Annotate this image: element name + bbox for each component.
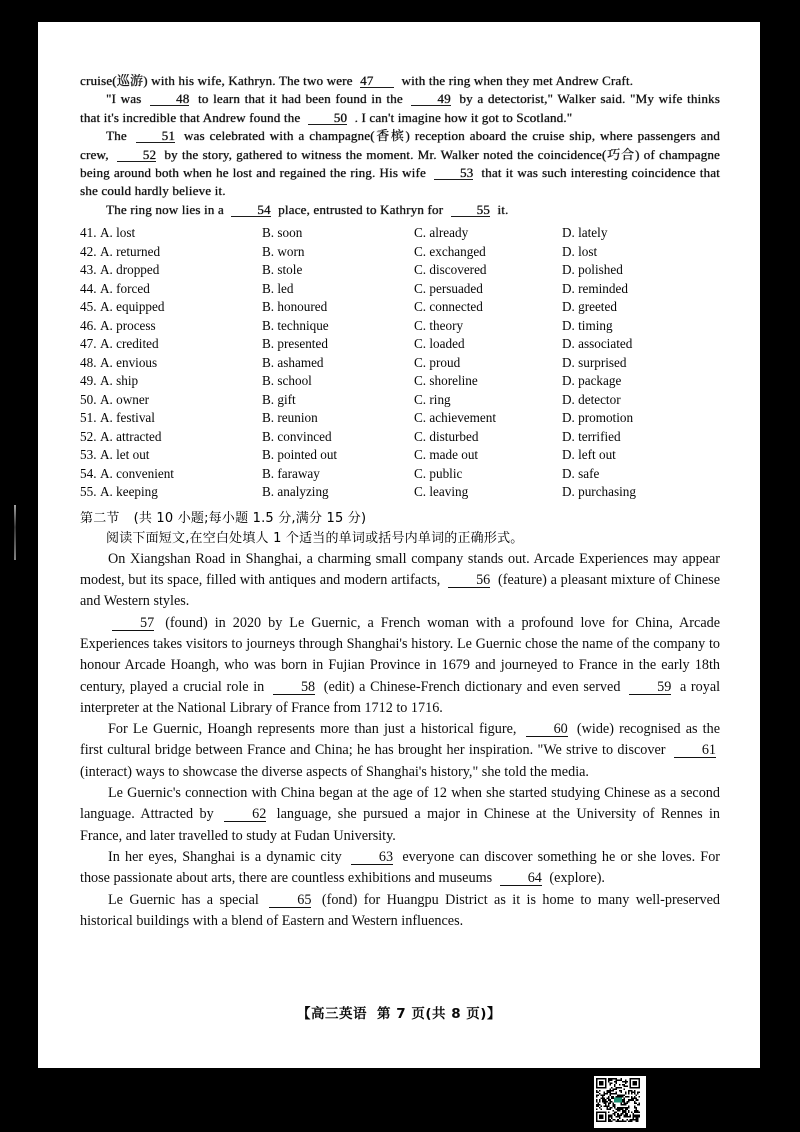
passage-text: For Le Guernic, Hoangh represents more than just a historical figure, [108, 721, 517, 738]
option-number: 52. [80, 428, 97, 444]
cloze-text: with the ring when they met Andrew Craft. [401, 73, 634, 88]
option-b[interactable]: B. soon [262, 225, 303, 241]
blank-52: 52 [117, 148, 156, 162]
cloze-paragraph-3 [80, 127, 720, 201]
cloze-text: The ring now lies in a [106, 201, 224, 217]
option-a[interactable]: A. owner [100, 391, 150, 407]
option-number: 54. [80, 465, 97, 481]
option-number: 53. [80, 447, 97, 463]
option-b[interactable]: B. convinced [262, 428, 332, 444]
qr-code [594, 1076, 646, 1128]
cloze-text: "I was [106, 91, 142, 107]
option-c[interactable]: C. leaving [414, 484, 469, 500]
passage-text: (fond) for Huangpu District as it is home to many well-preserved historical buildings with a blend of Eastern and Western influences. [80, 891, 720, 929]
option-d[interactable]: D. left out [562, 447, 616, 463]
option-number: 45. [80, 299, 97, 315]
multiple-choice-options [80, 224, 720, 502]
option-c[interactable]: C. loaded [414, 336, 465, 352]
option-number: 43. [80, 262, 97, 278]
option-b[interactable]: B. honoured [262, 299, 328, 315]
option-c[interactable]: C. discovered [414, 262, 487, 278]
scanned-exam-page [38, 22, 760, 1068]
cloze-text: . I can't imagine how it got to Scotland." [354, 109, 573, 125]
option-b[interactable]: B. pointed out [262, 447, 338, 463]
option-d[interactable]: D. timing [562, 317, 613, 333]
page-content [80, 72, 720, 932]
option-row [80, 354, 720, 373]
option-row [80, 428, 720, 447]
option-a[interactable]: A. festival [100, 410, 155, 426]
option-d[interactable]: D. surprised [562, 354, 627, 370]
option-d[interactable]: D. detector [562, 391, 621, 407]
option-number: 55. [80, 484, 97, 500]
passage-text: (feature) a pleasant mixture of Chinese and Western styles. [80, 572, 721, 610]
cloze-text: to learn that it had been found in the [198, 91, 403, 107]
cloze-paragraph-1 [80, 72, 720, 90]
passage-text: (interact) ways to showcase the diverse aspects of Shanghai's history," she told the media. [80, 763, 589, 780]
option-d[interactable]: D. package [562, 373, 622, 389]
option-c[interactable]: C. ring [414, 391, 451, 407]
option-b[interactable]: B. school [262, 373, 312, 389]
option-a[interactable]: A. dropped [100, 262, 160, 278]
option-b[interactable]: B. analyzing [262, 484, 329, 500]
cloze-paragraph-2 [80, 90, 720, 127]
grammar-paragraph-6 [80, 890, 720, 933]
blank-51: 51 [136, 129, 175, 143]
option-d[interactable]: D. safe [562, 465, 600, 481]
option-b[interactable]: B. faraway [262, 465, 320, 481]
option-d[interactable]: D. lost [562, 243, 598, 259]
cloze-text: by the story, gathered to witness the moment. Mr. Walker noted the coincidence(巧合) of champagne being around both when he lost and regained the ring. His wife [80, 146, 720, 181]
grammar-paragraph-4 [80, 783, 720, 847]
option-a[interactable]: A. returned [100, 243, 161, 259]
option-row [80, 335, 720, 354]
blank-50: 50 [308, 111, 347, 125]
option-a[interactable]: A. convenient [100, 465, 174, 481]
option-a[interactable]: A. process [100, 317, 156, 333]
blank-61: 61 [674, 743, 716, 758]
passage-text: (found) in 2020 by Le Guernic, a French woman with a profound love for China, Arcade Experiences takes visitors to journeys through Shanghai's history. Le Guernic chose the name of the company to honour Arcade Hoangh, who was born in Fujian Province in 1679 and journeyed to France in the early 18th century, played a crucial role in [80, 614, 721, 695]
option-row [80, 243, 720, 262]
passage-text: (edit) a Chinese-French dictionary and even served [323, 678, 621, 695]
option-row [80, 446, 720, 465]
option-row [80, 317, 720, 336]
passage-text: (explore). [549, 870, 605, 887]
option-b[interactable]: B. reunion [262, 410, 318, 426]
option-a[interactable]: A. let out [100, 447, 150, 463]
option-number: 50. [80, 391, 97, 407]
blank-64: 64 [500, 871, 542, 886]
section-two-label: 第二节 [80, 510, 120, 526]
cloze-text: The [106, 128, 127, 144]
option-a[interactable]: A. attracted [100, 428, 162, 444]
grammar-paragraph-5 [80, 847, 720, 890]
blank-59: 59 [629, 680, 671, 695]
passage-text: On Xiangshan Road in Shanghai, a charming small company stands out. Arcade Experiences may appear modest, but its space, filled with antiques and modern artifacts, [80, 550, 720, 589]
passage-text: a royal interpreter at the National Library of France from 1712 to 1716. [80, 678, 721, 716]
blank-49: 49 [411, 92, 450, 106]
option-a[interactable]: A. lost [100, 225, 136, 241]
option-row [80, 298, 720, 317]
option-c[interactable]: C. persuaded [414, 280, 483, 296]
passage-text: Le Guernic has a special [108, 891, 259, 908]
section-two-score: (共 10 小题;每小题 1.5 分,满分 15 分) [133, 510, 367, 526]
passage-text: language, she pursued a major in Chinese at the University of Rennes in France, and later travelled to study at Fudan University. [80, 806, 721, 844]
option-d[interactable]: D. reminded [562, 280, 628, 296]
option-b[interactable]: B. stole [262, 262, 303, 278]
option-a[interactable]: A. forced [100, 280, 150, 296]
option-c[interactable]: C. made out [414, 447, 479, 463]
option-number: 41. [80, 225, 97, 241]
option-d[interactable]: D. lately [562, 225, 608, 241]
option-d[interactable]: D. purchasing [562, 484, 636, 500]
option-d[interactable]: D. terrified [562, 428, 621, 444]
blank-54: 54 [231, 203, 270, 217]
option-a[interactable]: A. envious [100, 354, 158, 370]
cloze-text: it. [497, 201, 509, 217]
option-row [80, 483, 720, 502]
cloze-text: place, entrusted to Kathryn for [278, 201, 444, 217]
blank-56: 56 [448, 573, 490, 588]
option-c[interactable]: C. achievement [414, 410, 497, 426]
passage-text: everyone can discover something he or she loves. For those passionate about arts, there are countless exhibitions and museums [80, 848, 721, 887]
option-row [80, 224, 720, 243]
blank-48: 48 [150, 92, 189, 106]
option-b[interactable]: B. technique [262, 317, 329, 333]
footer-page-number: 第 7 页(共 8 页)】 [377, 1006, 501, 1022]
option-d[interactable]: D. associated [562, 336, 633, 352]
option-number: 49. [80, 373, 97, 389]
passage-text: (wide) recognised as the first cultural bridge between France and China; he has brought her inspiration. "We strive to discover [80, 721, 721, 759]
option-d[interactable]: D. greeted [562, 299, 617, 315]
blank-53: 53 [434, 166, 473, 180]
section-two-heading [80, 509, 720, 529]
section-two-instruction: 阅读下面短文,在空白处填人 1 个适当的单词或括号内单词的正确形式。 [106, 530, 524, 546]
blank-65: 65 [269, 893, 311, 908]
grammar-paragraph-1 [80, 549, 720, 613]
cloze-text: was celebrated with a champagne(香槟) reception aboard the cruise ship, where passengers and crew, [80, 128, 720, 162]
option-number: 47. [80, 336, 97, 352]
option-a[interactable]: A. ship [100, 373, 139, 389]
option-row [80, 261, 720, 280]
blank-47: 47 [360, 74, 394, 88]
option-b[interactable]: B. ashamed [262, 354, 324, 370]
option-c[interactable]: C. proud [414, 354, 461, 370]
cloze-paragraph-4 [80, 201, 720, 219]
option-b[interactable]: B. gift [262, 391, 296, 407]
option-d[interactable]: D. polished [562, 262, 623, 278]
blank-62: 62 [224, 807, 266, 822]
blank-57: 57 [112, 616, 154, 631]
page-footer [38, 1002, 760, 1022]
grammar-paragraph-3 [80, 719, 720, 783]
option-c[interactable]: C. shoreline [414, 373, 478, 389]
option-number: 51. [80, 410, 97, 426]
option-number: 42. [80, 243, 97, 259]
option-row [80, 409, 720, 428]
blank-58: 58 [273, 680, 315, 695]
option-row [80, 465, 720, 484]
option-b[interactable]: B. presented [262, 336, 328, 352]
option-a[interactable]: A. equipped [100, 299, 165, 315]
option-a[interactable]: A. keeping [100, 484, 158, 500]
option-b[interactable]: B. led [262, 280, 294, 296]
option-b[interactable]: B. worn [262, 243, 305, 259]
passage-text: Le Guernic's connection with China began at the age of 12 when she started studying Chinese as a second language. Attracted by [80, 785, 720, 823]
footer-subject: 【高三英语 [297, 1006, 368, 1022]
option-row [80, 372, 720, 391]
grammar-paragraph-2 [80, 613, 720, 719]
cloze-text: that it was such interesting coincidence that she could hardly believe it. [80, 165, 720, 199]
passage-text: In her eyes, Shanghai is a dynamic city [108, 848, 342, 865]
blank-55: 55 [451, 203, 490, 217]
binding-edge-mark [14, 505, 16, 560]
option-c[interactable]: C. connected [414, 299, 483, 315]
option-row [80, 391, 720, 410]
option-number: 44. [80, 280, 97, 296]
blank-60: 60 [526, 722, 568, 737]
blank-63: 63 [351, 850, 393, 865]
option-a[interactable]: A. credited [100, 336, 159, 352]
option-c[interactable]: C. public [414, 465, 463, 481]
cloze-text: cruise(巡游) with his wife, Kathryn. The two were [80, 73, 353, 88]
option-c[interactable]: C. exchanged [414, 243, 486, 259]
option-d[interactable]: D. promotion [562, 410, 634, 426]
option-c[interactable]: C. already [414, 225, 469, 241]
option-c[interactable]: C. theory [414, 317, 464, 333]
option-row [80, 280, 720, 299]
option-number: 46. [80, 317, 97, 333]
option-number: 48. [80, 354, 97, 370]
option-c[interactable]: C. disturbed [414, 428, 479, 444]
cloze-text: by a detectorist," Walker said. "My wife thinks that it's incredible that Andrew found the [80, 91, 720, 125]
